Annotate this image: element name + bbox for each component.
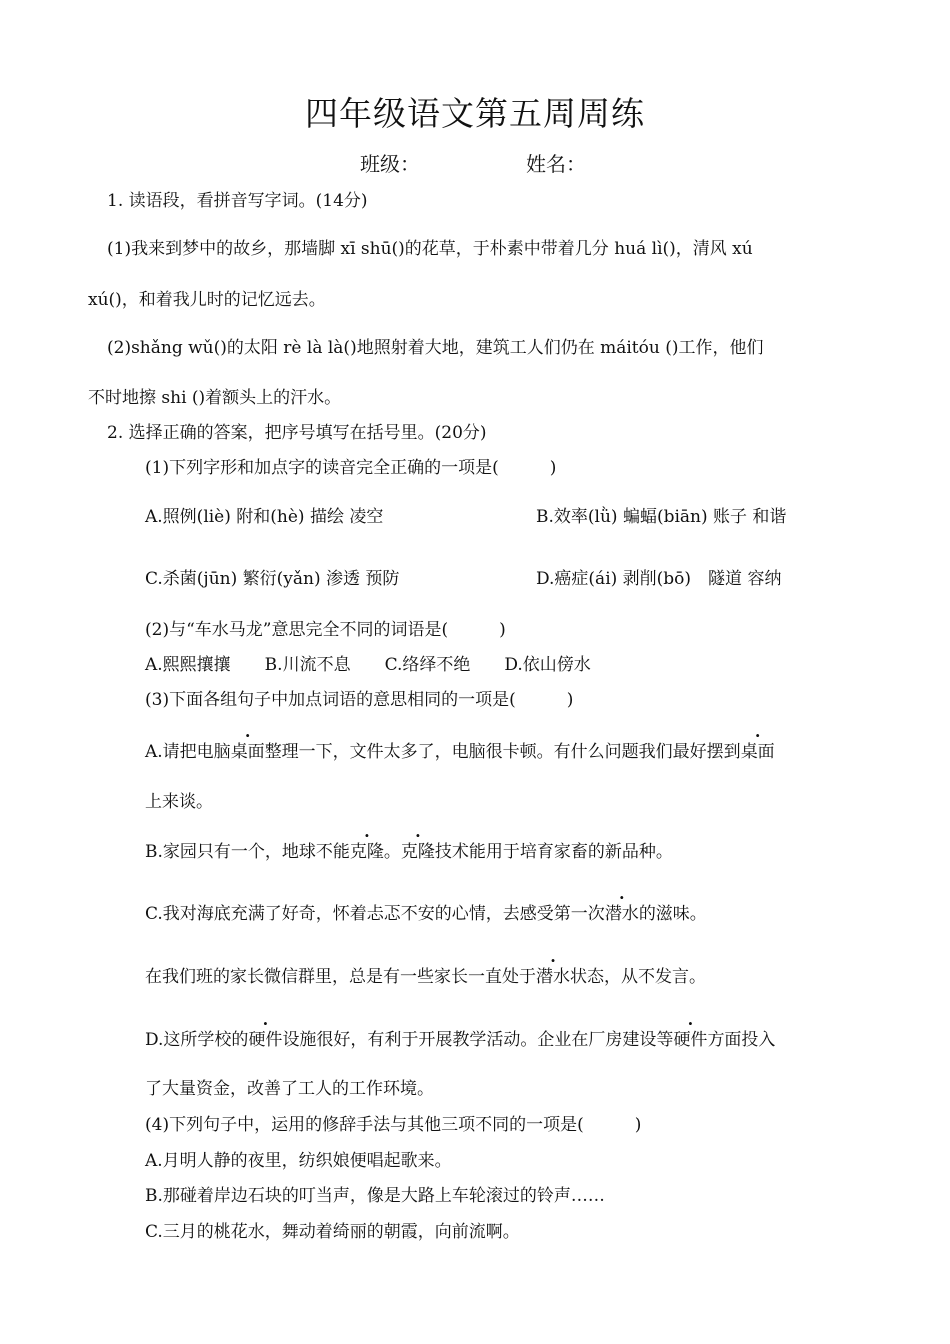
- text: 。: [383, 842, 401, 862]
- q2-s3-option-d-line1: [145, 1028, 775, 1052]
- dotted-word: 克隆: [349, 842, 384, 862]
- text: B.家园只有一个，地球不能: [145, 842, 350, 862]
- text: 的滋味。: [638, 904, 707, 924]
- q2-s4-option-c: C.三月的桃花水，舞动着绮丽的朝霞，向前流啊。: [145, 1222, 520, 1242]
- name-label: 姓名：: [526, 152, 586, 176]
- q2-s2-stem: (2)与“车水马龙”意思完全不同的词语是( ): [145, 620, 506, 640]
- text: 方面投入: [707, 1030, 776, 1050]
- q2-s3-option-a-line1: [145, 740, 775, 764]
- dotted-word: 克隆: [400, 842, 435, 862]
- q2-s4-option-a: A.月明人静的夜里，纺织娘便唱起歌来。: [145, 1151, 452, 1171]
- text: 在我们班的家长微信群里，总是有一些家长一直处于: [145, 967, 536, 987]
- q2-s1-option-a: A.照例(liè) 附和(hè) 描绘 凌空: [145, 507, 384, 527]
- dotted-word: 潜水: [604, 904, 639, 924]
- q2-s1-stem: (1)下列字形和加点字的读音完全正确的一项是( ): [145, 458, 557, 478]
- q1-paragraph2-line1: (2)shǎng wǔ()的太阳 rè là là()地照射着大地，建筑工人们仍在 máitóu ()工作，他们: [107, 338, 764, 358]
- q2-s1-option-d: D.癌症(ái) 剥削(bō) 隧道 容纳: [536, 569, 782, 589]
- q2-s3-stem: (3)下面各组句子中加点词语的意思相同的一项是( ): [145, 690, 574, 710]
- q2-s4-option-b: B.那碰着岸边石块的叮当声，像是大路上车轮滚过的铃声……: [145, 1186, 605, 1206]
- text: D.这所学校的: [145, 1030, 249, 1050]
- q1-paragraph2-line2: 不时地擦 shi ()着额头上的汗水。: [88, 388, 342, 408]
- dotted-word: 潜水: [536, 967, 570, 987]
- text: 状态，从不发言。: [570, 967, 706, 987]
- q2-s3-option-c-line1: [145, 902, 707, 926]
- dotted-word: 桌面: [230, 742, 265, 762]
- dotted-word: 硬件: [673, 1030, 708, 1050]
- q2-s1-option-c: C.杀菌(jūn) 繁衍(yǎn) 渗透 预防: [145, 569, 400, 589]
- q2-heading: 2. 选择正确的答案，把序号填写在括号里。(20分): [107, 423, 487, 443]
- q2-s1-option-b: B.效率(lǜ) 蝙蝠(biān) 账子 和谐: [536, 507, 787, 527]
- q2-s4-stem: (4)下列句子中，运用的修辞手法与其他三项不同的一项是( ): [145, 1115, 642, 1135]
- q2-s3-option-a-line2: 上来谈。: [145, 792, 213, 812]
- text: A.请把电脑: [145, 742, 231, 762]
- text: 设施很好，有利于开展教学活动。企业在厂房建设等: [282, 1030, 674, 1050]
- q2-s3-option-c-line2: [145, 965, 706, 989]
- page-title: 四年级语文第五周周练: [305, 94, 645, 133]
- q2-s3-option-d-line2: 了大量资金，改善了工人的工作环境。: [145, 1079, 434, 1099]
- q2-s2-options: A.熙熙攘攘 B.川流不息 C.络绎不绝 D.依山傍水: [145, 655, 591, 675]
- text: 技术能用于培育家畜的新品种。: [434, 842, 673, 862]
- q1-paragraph1-line1: (1)我来到梦中的故乡，那墙脚 xī shū()的花草，于朴素中带着几分 huá lì()，清风 xú: [107, 239, 753, 259]
- class-label: 班级：: [360, 152, 420, 176]
- text: C.我对海底充满了好奇，怀着忐忑不安的心情，去感受第一次: [145, 904, 605, 924]
- q1-paragraph1-line2: xú()，和着我儿时的记忆远去。: [88, 290, 326, 310]
- q1-heading: 1. 读语段，看拼音写字词。(14分): [107, 191, 368, 211]
- q2-s3-option-b: [145, 840, 673, 864]
- dotted-word: 桌面: [740, 742, 775, 762]
- text: 整理一下，文件太多了，电脑很卡顿。有什么问题我们最好摆到: [264, 742, 741, 762]
- dotted-word: 硬件: [248, 1030, 283, 1050]
